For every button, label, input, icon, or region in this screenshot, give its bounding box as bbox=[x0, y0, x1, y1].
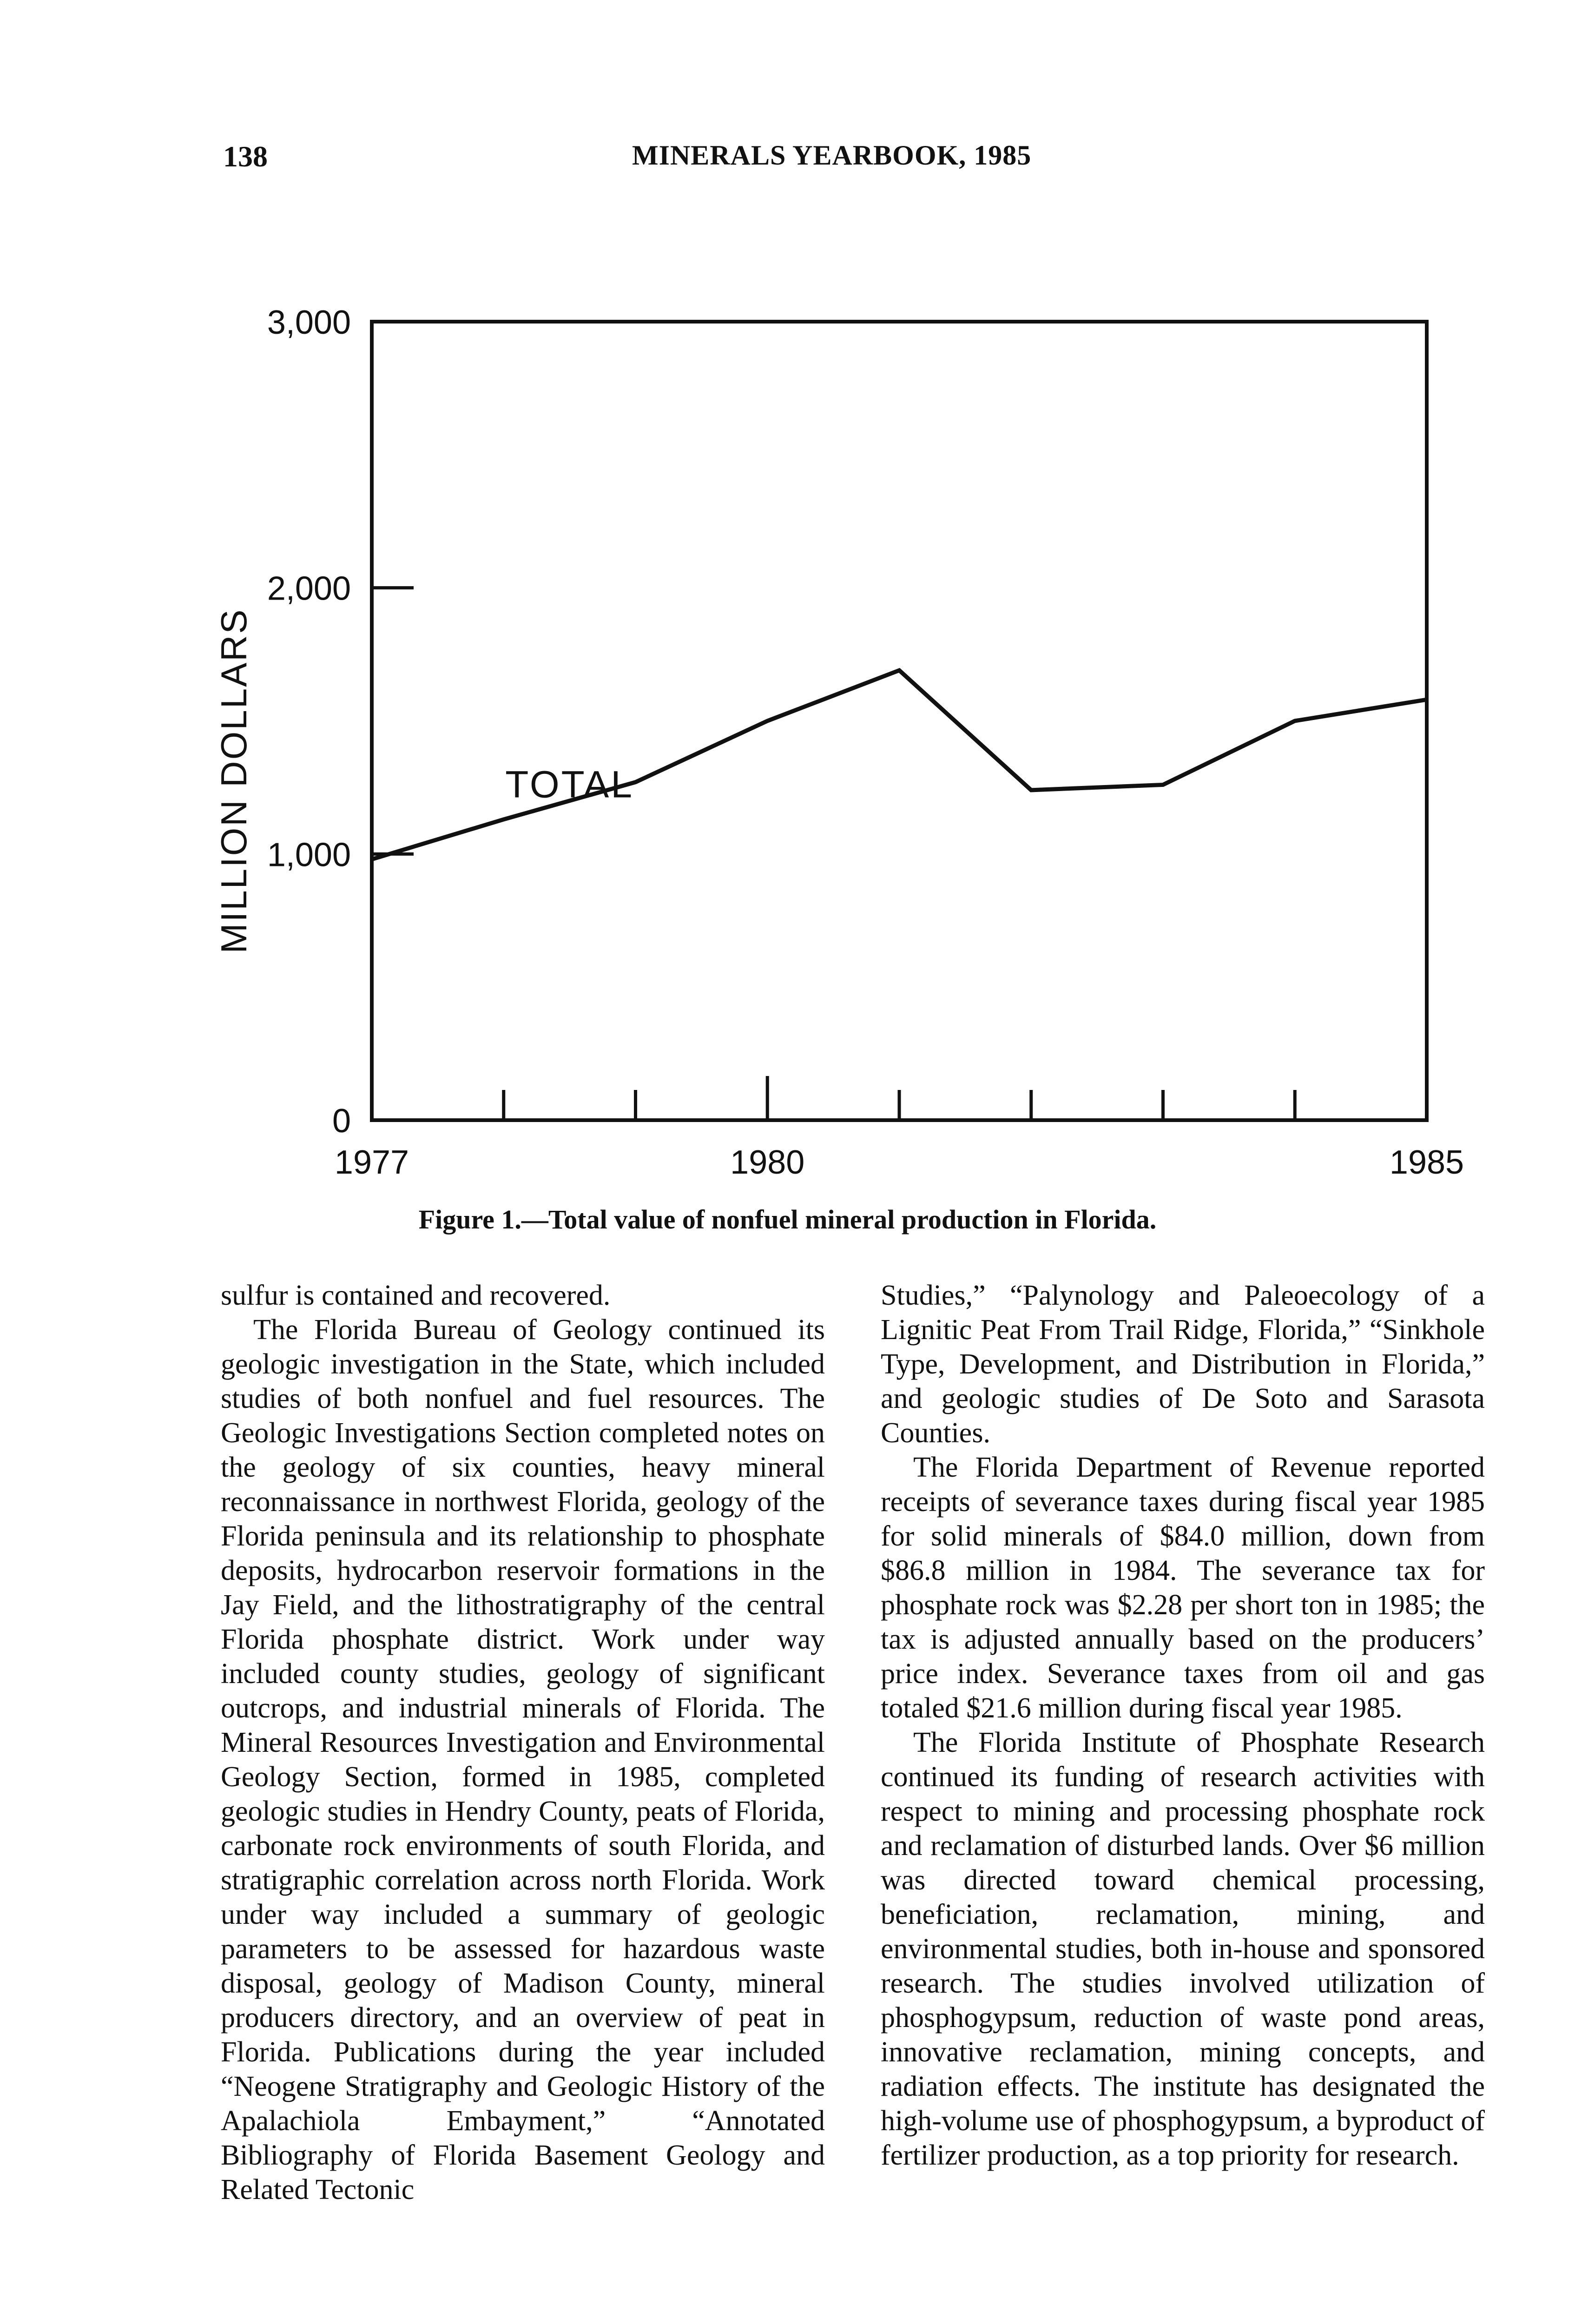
x-tick-label: 1977 bbox=[334, 1144, 409, 1181]
y-axis-title: MILLION DOLLARS bbox=[213, 608, 254, 954]
y-tick-label: 0 bbox=[332, 1103, 351, 1140]
paragraph: The Florida Department of Revenue reported receipts of severance taxes during fiscal year 1985 for solid minerals of $84.0 million, down from $86.8 million in 1984. The severance tax for phosphate rock was $2.28 per short ton in 1985; the tax is adjusted annually based on the producers’ price index. Severance taxes from oil and gas totaled $21.6 million during fiscal year 1985. bbox=[881, 1452, 1485, 1724]
figure-1 bbox=[0, 279, 1575, 1232]
left-column bbox=[221, 1278, 825, 2207]
running-title: MINERALS YEARBOOK, 1985 bbox=[632, 140, 1032, 171]
y-tick-label: 2,000 bbox=[267, 570, 351, 607]
line-chart bbox=[0, 279, 1575, 1232]
y-tick-label: 3,000 bbox=[267, 304, 351, 341]
page-number: 138 bbox=[223, 140, 268, 173]
figure-caption: Figure 1.—Total value of nonfuel mineral production in Florida. bbox=[418, 1204, 1157, 1235]
right-column bbox=[881, 1278, 1485, 2172]
plot-frame bbox=[372, 322, 1427, 1120]
y-tick-label: 1,000 bbox=[267, 836, 351, 874]
page-header bbox=[0, 139, 1575, 181]
x-tick-label: 1985 bbox=[1389, 1144, 1464, 1181]
x-tick-label: 1980 bbox=[730, 1144, 805, 1181]
paragraph: The Florida Bureau of Geology continued its geologic investigation in the State, which included studies of both nonfuel and fuel resources. The Geologic Investigations Section completed notes on the geology of six counties, heavy mineral reconnaissance in northwest Florida, geology of the Florida peninsula and its relationship to phosphate deposits, hydrocarbon reservoir formations in the Jay Field, and the lithostratigraphy of the central Florida phosphate district. Work under way included county studies, geology of significant outcrops, and industrial minerals of Florida. The Mineral Resources Investigation and Environmental Geology Section, formed in 1985, completed geologic studies in Hendry County, peats of Florida, carbonate rock environments of south Florida, and stratigraphic correlation across north Florida. Work under way included a summary of geologic parameters to be assessed for hazardous waste disposal, geology of Madison County, mineral producers directory, and an overview of peat in Florida. Publications during the year included “Neogene Stratigraphy and Geologic History of the Apalachiola Embayment,” “Annotated Bibliography of Florida Basement Geology and Related Tectonic bbox=[221, 1314, 825, 2205]
paragraph: sulfur is contained and recovered. bbox=[221, 1280, 611, 1311]
series-label-total: TOTAL bbox=[505, 763, 634, 806]
paragraph: Studies,” “Palynology and Paleoecology of a Lignitic Peat From Trail Ridge, Florida,” “Sinkhole Type, Development, and Distribution in Florida,” and geologic studies of De Soto and Sarasota Counties. bbox=[881, 1280, 1485, 1449]
paragraph: The Florida Institute of Phosphate Research continued its funding of research activities with respect to mining and processing phosphate rock and reclamation of disturbed lands. Over $6 million was directed toward chemical processing, beneficiation, reclamation, mining, and environmental studies, both in-house and sponsored research. The studies involved utilization of phosphogypsum, reduction of waste pond areas, innovative reclamation, mining concepts, and radiation effects. The institute has designated the high-volume use of phosphogypsum, a byproduct of fertilizer production, as a top priority for research. bbox=[881, 1727, 1485, 2171]
